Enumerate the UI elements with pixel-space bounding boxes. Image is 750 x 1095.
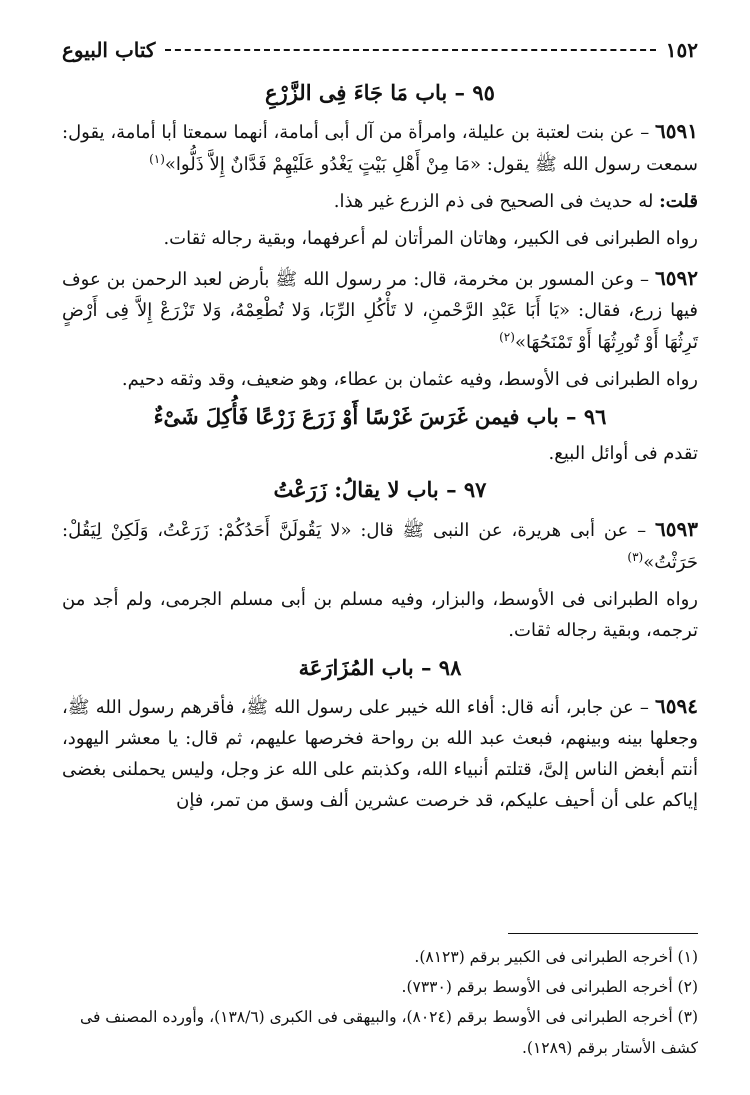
hadith-number: ٦٥٩٣	[655, 516, 698, 541]
running-header	[62, 38, 698, 72]
narration-note-6591: رواه الطبرانى فى الكبير، وهاتان المرأتان لم أعرفهما، وبقية رجاله ثقات.	[163, 228, 698, 250]
footnote-3: (٣) أخرجه الطبرانى فى الأوسط برقم (٨٠٢٤)، والبيهقى فى الكبرى (١٣٨/٦)، وأورده المصنف فى كشف الأستار برقم (١٢٨٩).	[80, 1008, 698, 1057]
hadith-text: – وعن المسور بن مخرمة، قال: مر رسول الله ﷺ بأرض لعبد الرحمن بن عوف فيها زرع، فقال: «يَا أَبَا عَبْدِ الرَّحْمنِ، لا تَأْكُلِ الرِّبَا، وَلا تُطْعِمْهُ، وَلا تَزْرَعْ إِلاَّ فِى أَرْضٍ تَرِثُهَا أَوْ تُورِثُهَا أَوْ تَمْنَحُهَا»	[62, 269, 698, 354]
book-title: كتاب البيوع	[62, 38, 156, 62]
qultu-note	[62, 187, 698, 218]
footnote-ref: (١)	[149, 152, 165, 167]
chapter-heading-98: ٩٨ – باب المُزَارَعَة	[298, 654, 462, 680]
chapter-96-text: تقدم فى أوائل البيع.	[548, 442, 698, 464]
book-page	[62, 38, 698, 1075]
footnote-2: (٢) أخرجه الطبرانى فى الأوسط برقم (٧٣٣٠).	[401, 978, 698, 997]
hadith-text: – عن أبى هريرة، عن النبى ﷺ قال: «لا يَقُولَنَّ أَحَدُكُمْ: زَرَعْتُ، وَلَكِنْ لِيَقُلْ: حَرَثْتُ»	[62, 519, 698, 573]
header-rule	[165, 49, 655, 51]
qultu-label: قلت:	[659, 191, 698, 213]
chapter-heading-95: ٩٥ – باب مَا جَاءَ فِى الزَّرْعِ	[265, 80, 495, 105]
hadith-number: ٦٥٩٢	[655, 266, 698, 291]
page-number: ١٥٢	[665, 38, 698, 62]
chapter-heading-96: ٩٦ – باب فيمن غَرَسَ غَرْسًا أَوْ زَرَعَ زَرْعًا فَأُكِلَ شَىْءٌ	[153, 404, 607, 430]
hadith-number: ٦٥٩٤	[655, 694, 698, 719]
footnotes	[62, 933, 698, 1063]
hadith-number: ٦٥٩١	[655, 119, 698, 144]
qultu-text: له حديث فى الصحيح فى ذم الزرع غير هذا.	[333, 191, 654, 213]
hadith-6594	[62, 689, 698, 817]
footnote-ref: (٣)	[627, 549, 644, 564]
hadith-text: – عن جابر، أنه قال: أفاء الله خيبر على رسول الله ﷺ، فأقرهم رسول الله ﷺ، وجعلها بينه وبينهم، فبعث عبد الله بن رواحة فخرصها عليهم، ثم قال: يا معشر اليهود، أنتم أبغض الناس إلىَّ، قتلتم أنبياء الله، وكذبتم على الله عز وجل، وليس يحملنى بغضى إياكم على أن أحيف عليكم، قد خرصت عشرين ألف وسق من تمر، فإن	[62, 697, 698, 811]
narration-note-6593: رواه الطبرانى فى الأوسط، والبزار، وفيه مسلم بن أبى مسلم الجرمى، ولم أجد من ترجمه، وبقية رجاله ثقات.	[62, 588, 698, 641]
hadith-6591	[62, 114, 698, 181]
footnote-rule	[508, 933, 698, 934]
narration-note-6592: رواه الطبرانى فى الأوسط، وفيه عثمان بن عطاء، وهو ضعيف، وقد وثقه دحيم.	[121, 369, 698, 391]
chapter-heading-97: ٩٧ – باب لا يقالُ: زَرَعْتُ	[273, 477, 487, 503]
hadith-text: – عن بنت لعتبة بن عليلة، وامرأة من آل أبى أمامة، أنهما سمعتا أبا أمامة، يقول: سمعت رسول الله ﷺ يقول: «مَا مِنْ أَهْلِ بَيْتٍ يَغْدُو عَلَيْهِمْ فَدَّانٌ إِلاَّ ذَلُّوا»	[62, 122, 698, 176]
hadith-6592	[62, 261, 698, 359]
footnote-ref: (٢)	[499, 330, 515, 345]
hadith-6593	[62, 512, 698, 579]
footnote-1: (١) أخرجه الطبرانى فى الكبير برقم (٨١٢٣).	[414, 948, 698, 966]
